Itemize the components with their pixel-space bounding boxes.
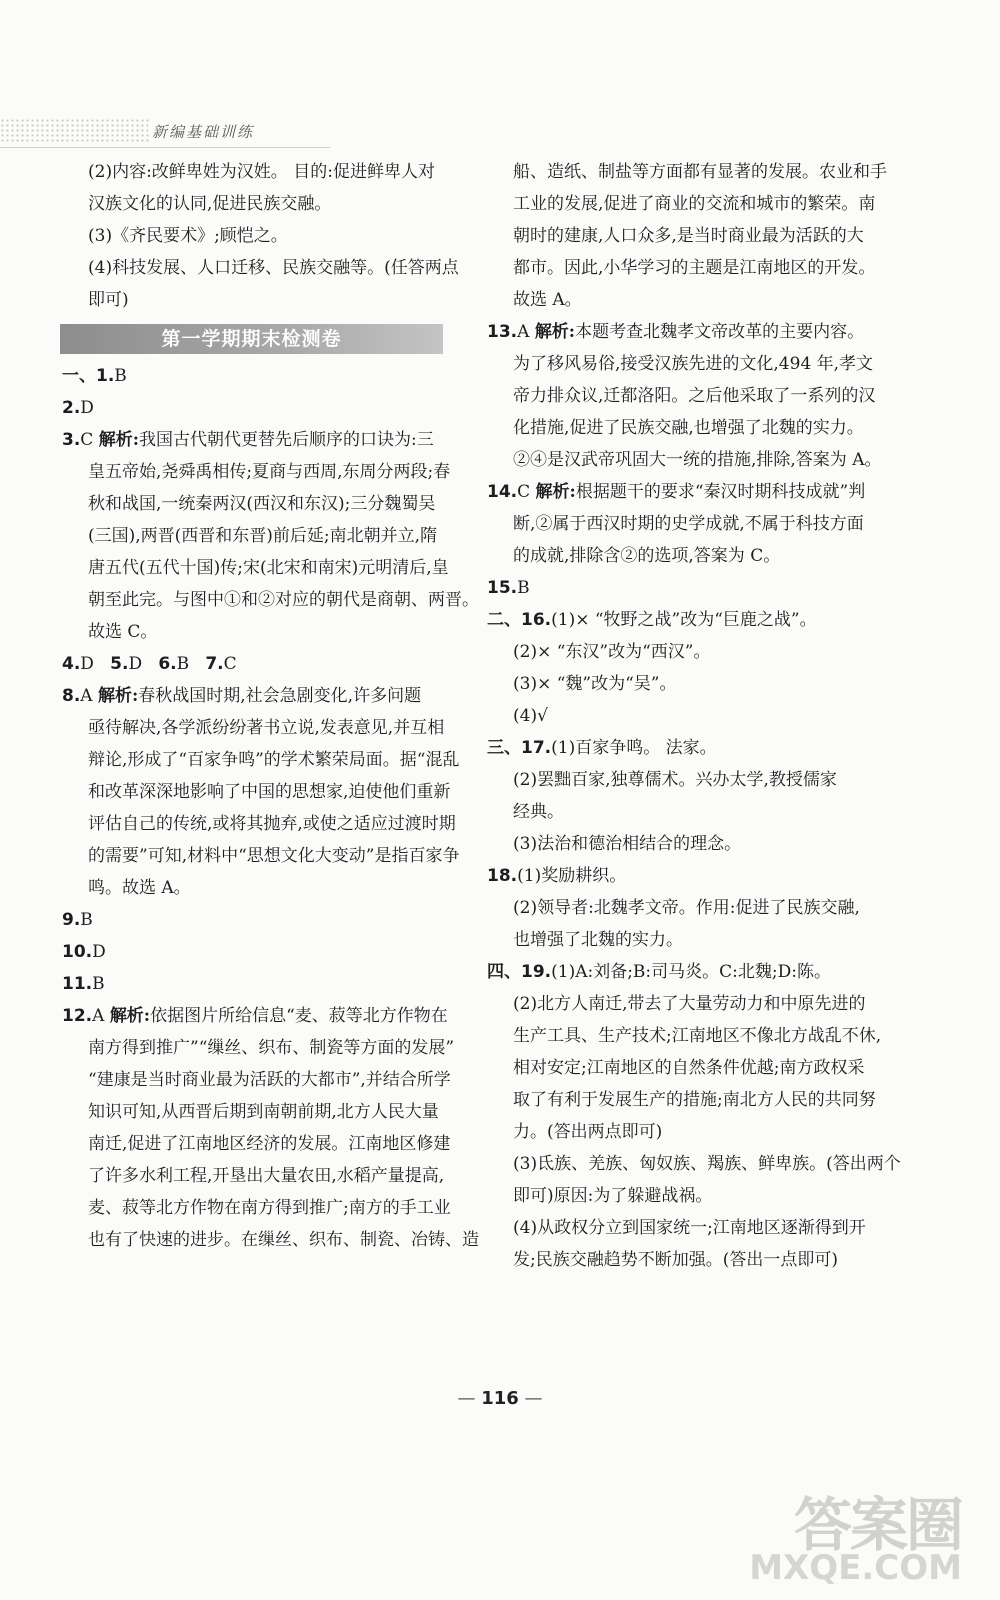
answer-item [487,476,897,508]
text-line: 知识可知,从西晋后期到南朝前期,北方人民大量 [88,1102,439,1122]
question-number: 一、1. [62,366,115,386]
answer-item [487,604,897,636]
left-column [62,156,479,1256]
text-line: 和改革深深地影响了中国的思想家,迫使他们重新 [88,782,451,802]
answer-item [487,316,897,348]
right-column [487,156,901,1276]
text-line: 即可)原因:为了躲避战祸。 [513,1186,713,1206]
text-line: (3)× “魏”改为“吴”。 [513,674,677,694]
text-line: 南迁,促进了江南地区经济的发展。江南地区修建 [88,1134,451,1154]
question-number: 3. [62,430,81,450]
analysis-text: 春秋战国时期,社会急剧变化,许多问题 [138,686,422,706]
text-line: 的成就,排除含②的选项,答案为 C。 [513,546,781,566]
answer-text: B [80,910,93,930]
text-line: (2)罢黜百家,独尊儒术。兴办太学,教授儒家 [513,770,837,790]
text-line: 秋和战国,一统秦两汉(西汉和东汉);三分魏蜀吴 [88,494,436,514]
text-line: (2)领导者:北魏孝文帝。作用:促进了民族交融, [513,898,860,918]
answer-item [62,360,457,392]
analysis-label: 解析: [535,482,576,502]
question-number: 15. [487,578,518,598]
answer-choice: C [517,482,531,502]
answer-text: D [92,942,106,962]
watermark [740,1478,980,1588]
text-line: (2)北方人南迁,带去了大量劳动力和中原先进的 [513,994,866,1014]
text-line: 南方得到推广”“缫丝、织布、制瓷等方面的发展” [88,1038,455,1058]
question-number: 11. [62,974,93,994]
text-line: (3)《齐民要术》;顾恺之。 [88,226,288,246]
question-number: 14. [487,482,518,502]
question-number: 5. [110,654,129,674]
answer-text: B [176,654,190,674]
text-line: “建康是当时商业最为活跃的大都市”,并结合所学 [88,1070,451,1090]
answer-text: B [92,974,105,994]
question-number: 8. [62,686,81,706]
analysis-label: 解析: [97,686,139,706]
answer-text: (1)百家争鸣。 法家。 [551,738,717,758]
text-line: 鸣。故选 A。 [88,878,191,898]
question-number: 4. [62,654,81,674]
analysis-label: 解析: [534,322,576,342]
answer-choice: A [80,686,93,706]
text-line: 工业的发展,促进了商业的交流和城市的繁荣。南 [513,194,876,214]
question-number: 10. [62,942,93,962]
text-line: 断,②属于西汉时期的史学成就,不属于科技方面 [513,514,864,534]
text-line: 故选 A。 [513,290,582,310]
text-line: 发;民族交融趋势不断加强。(答出一点即可) [513,1250,838,1270]
answer-item [62,968,457,1000]
text-line: 唐五代(五代十国)传;宋(北宋和南宋)元明清后,皇 [88,558,449,578]
text-line: 亟待解决,各学派纷纷著书立说,发表意见,并互相 [88,718,445,738]
analysis-label: 解析: [98,430,139,450]
text-line: (三国),两晋(西晋和东晋)前后延;南北朝并立,隋 [88,526,438,546]
text-line: 化措施,促进了民族交融,也增强了北魏的实力。 [513,418,864,438]
text-line: 也增强了北魏的实力。 [513,930,683,950]
text-line: (3)氐族、羌族、匈奴族、羯族、鲜卑族。(答出两个 [513,1154,901,1174]
answer-item [62,936,457,968]
text-line: (4)从政权分立到国家统一;江南地区逐渐得到开 [513,1218,866,1238]
analysis-text: 根据题干的要求“秦汉时期科技成就”判 [575,482,866,502]
text-line: 都市。因此,小华学习的主题是江南地区的开发。 [513,258,876,278]
text-line: 船、造纸、制盐等方面都有显著的发展。农业和手 [513,162,887,182]
answer-item [487,956,897,988]
watermark-url: MXQE.COM [749,1548,962,1588]
question-number: 2. [62,398,81,418]
answer-text: (1)A:刘备;B:司马炎。C:北魏;D:陈。 [551,962,831,982]
text-line: 取了有利于发展生产的措施;南北方人民的共同努 [513,1090,876,1110]
text-line: 了许多水利工程,开垦出大量农田,水稻产量提高, [88,1166,445,1186]
question-number: 四、19. [487,962,552,982]
text-line: 辩论,形成了“百家争鸣”的学术繁荣局面。据“混乱 [88,750,460,770]
question-number: 13. [487,322,518,342]
text-line: 即可) [88,290,129,310]
text-line: (3)法治和德治相结合的理念。 [513,834,742,854]
text-line: 生产工具、生产技术;江南地区不像北方战乱不休, [513,1026,882,1046]
question-number: 三、17. [487,738,552,758]
answer-text: D [80,398,94,418]
text-line: 朝时的建康,人口众多,是当时商业最为活跃的大 [513,226,864,246]
page-number: — 116 — [457,1388,543,1409]
text-line: 经典。 [513,802,564,822]
analysis-label: 解析: [109,1006,151,1026]
text-line: 为了移风易俗,接受汉族先进的文化,494 年,孝文 [513,354,874,374]
question-number: 7. [205,654,224,674]
answer-item [62,680,457,712]
text-line: 汉族文化的认同,促进民族交融。 [88,194,332,214]
answer-item [62,648,457,680]
question-number: 二、16. [487,610,552,630]
analysis-text: 依据图片所给信息“麦、菽等北方作物在 [150,1006,448,1026]
answer-text: B [517,578,530,598]
answer-text: D [128,654,143,674]
text-line: (2)× “东汉”改为“西汉”。 [513,642,711,662]
text-line: (4)科技发展、人口迁移、民族交融等。(任答两点 [88,258,459,278]
text-line: 的需要”可知,材料中“思想文化大变动”是指百家争 [88,846,460,866]
answer-choice: A [517,322,530,342]
question-number: 9. [62,910,81,930]
text-line: 也有了快速的进步。在缫丝、织布、制瓷、冶铸、造 [88,1230,479,1250]
question-number: 18. [487,866,518,886]
answer-item [487,860,897,892]
text-line: 帝力排众议,迁都洛阳。之后他采取了一系列的汉 [513,386,876,406]
text-line: ②④是汉武帝巩固大一统的措施,排除,答案为 A。 [513,450,882,470]
analysis-text: 本题考查北魏孝文帝改革的主要内容。 [575,322,865,342]
section-title: 第一学期期末检测卷 [60,324,443,354]
text-line: 皇五帝始,尧舜禹相传;夏商与西周,东周分两段;春 [88,462,451,482]
answer-choice: A [92,1006,105,1026]
answer-item [487,572,897,604]
text-line: 评估自己的传统,或将其抛弃,或使之适应过渡时期 [88,814,456,834]
header-dot-band [0,118,150,144]
answer-text: (1)奖励耕织。 [517,866,627,886]
answer-item [62,392,457,424]
answer-text: B [114,366,127,386]
watermark-logo-text: 答案圈 [793,1491,962,1559]
text-line: (4)√ [513,706,548,726]
question-number: 6. [158,654,177,674]
text-line: 相对安定;江南地区的自然条件优越;南方政权采 [513,1058,865,1078]
text-line: 力。(答出两点即可) [513,1122,663,1142]
answer-text: D [80,654,94,674]
question-number: 12. [62,1006,93,1026]
book-title: 新编基础训练 [152,123,255,141]
text-line: 故选 C。 [88,622,158,642]
analysis-text: 我国古代朝代更替先后顺序的口诀为:三 [139,430,434,450]
text-line: (2)内容:改鲜卑姓为汉姓。 目的:促进鲜卑人对 [88,162,435,182]
answer-choice: C [80,430,94,450]
answer-text: C [223,654,237,674]
header-rule [0,147,330,148]
answer-text: (1)× “牧野之战”改为“巨鹿之战”。 [551,610,817,630]
text-line: 麦、菽等北方作物在南方得到推广;南方的手工业 [88,1198,451,1218]
answer-item [62,424,457,456]
answer-item [62,904,457,936]
answer-item [487,732,897,764]
answer-item [62,1000,457,1032]
text-line: 朝至此完。与图中①和②对应的朝代是商朝、两晋。 [88,590,479,610]
